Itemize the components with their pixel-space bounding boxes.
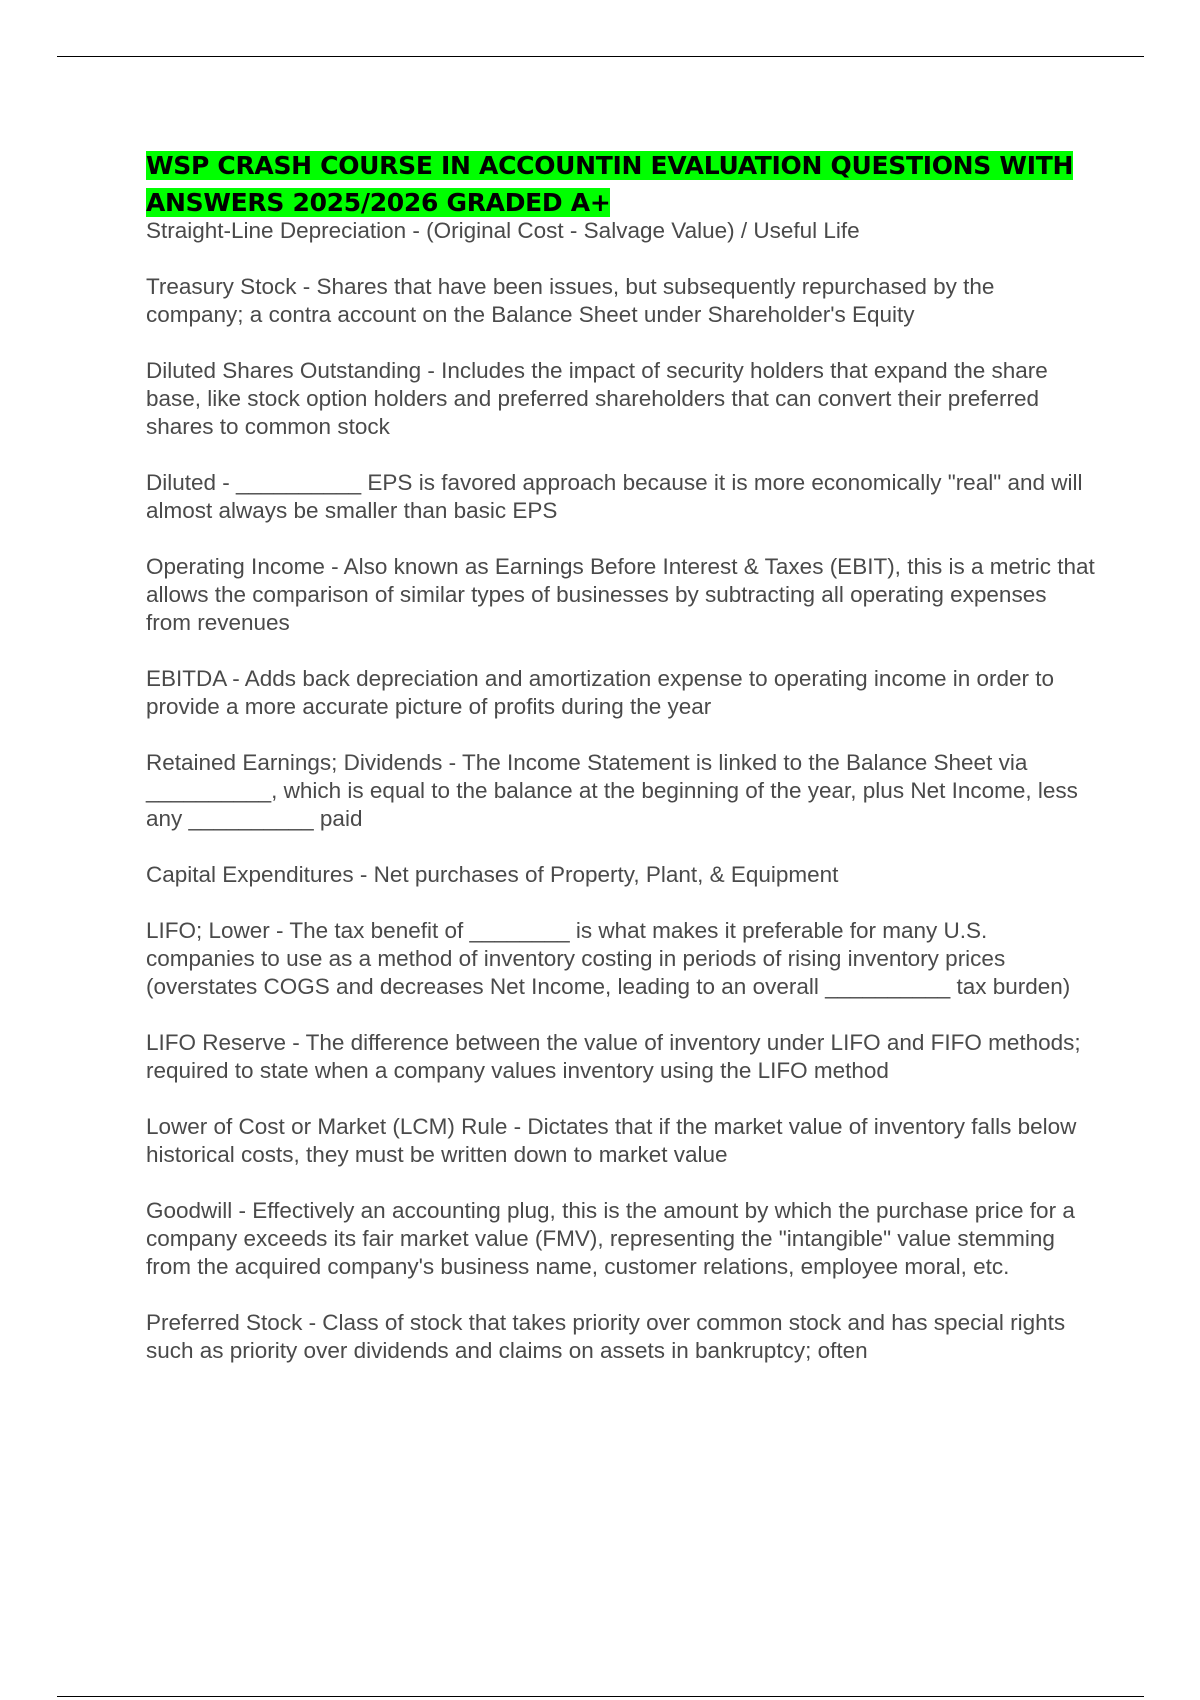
bottom-divider: [57, 1696, 1144, 1697]
qa-entry-preferred-stock: Preferred Stock - Class of stock that takes priority over common stock and has special rights such as priority over dividends and claims on assets in bankruptcy; often: [146, 1310, 1066, 1363]
qa-entry-treasury-stock: Treasury Stock - Shares that have been issues, but subsequently repurchased by the company; a contra account on the Balance Sheet under Shareholder's Equity: [146, 274, 995, 327]
qa-entry-ebitda: EBITDA - Adds back depreciation and amortization expense to operating income in order to provide a more accurate picture of profits during the year: [146, 666, 1055, 719]
document-title: [146, 147, 1096, 221]
qa-entry-straight-line-depreciation: Straight-Line Depreciation - (Original Cost - Salvage Value) / Useful Life: [146, 218, 860, 243]
qa-entry-operating-income: Operating Income - Also known as Earnings Before Interest & Taxes (EBIT), this is a metric that allows the comparison of similar types of businesses by subtracting all operating expenses from revenues: [146, 554, 1095, 635]
qa-entry-lcm-rule: Lower of Cost or Market (LCM) Rule - Dictates that if the market value of inventory falls below historical costs, they must be written down to market value: [146, 1114, 1077, 1167]
document-body: [146, 147, 1096, 1393]
qa-entry-lifo-lower: LIFO; Lower - The tax benefit of ________ is what makes it preferable for many U.S. companies to use as a method of inventory costing in periods of rising inventory prices (overstates COGS and decreases Net Income, leading to an overall __________ tax burden): [146, 918, 1071, 999]
qa-entry-diluted-shares-outstanding: Diluted Shares Outstanding - Includes the impact of security holders that expand the share base, like stock option holders and preferred shareholders that can convert their preferred shares to common stock: [146, 358, 1048, 439]
document-title-highlight: WSP CRASH COURSE IN ACCOUNTIN EVALUATION QUESTIONS WITH ANSWERS 2025/2026 GRADED A+: [146, 151, 1074, 217]
qa-entry-lifo-reserve: LIFO Reserve - The difference between the value of inventory under LIFO and FIFO methods; required to state when a company values inventory using the LIFO method: [146, 1030, 1081, 1083]
qa-list: [146, 217, 1096, 1365]
top-divider: [57, 56, 1144, 57]
qa-entry-diluted-eps: Diluted - __________ EPS is favored approach because it is more economically "real" and will almost always be smaller than basic EPS: [146, 470, 1083, 523]
qa-entry-goodwill: Goodwill - Effectively an accounting plug, this is the amount by which the purchase price for a company exceeds its fair market value (FMV), representing the "intangible" value stemming from the acquired company's business name, customer relations, employee moral, etc.: [146, 1198, 1075, 1279]
qa-entry-retained-earnings: Retained Earnings; Dividends - The Income Statement is linked to the Balance Sheet via __________, which is equal to the balance at the beginning of the year, plus Net Income, less any __________ paid: [146, 750, 1078, 831]
qa-entry-capital-expenditures: Capital Expenditures - Net purchases of Property, Plant, & Equipment: [146, 862, 839, 887]
